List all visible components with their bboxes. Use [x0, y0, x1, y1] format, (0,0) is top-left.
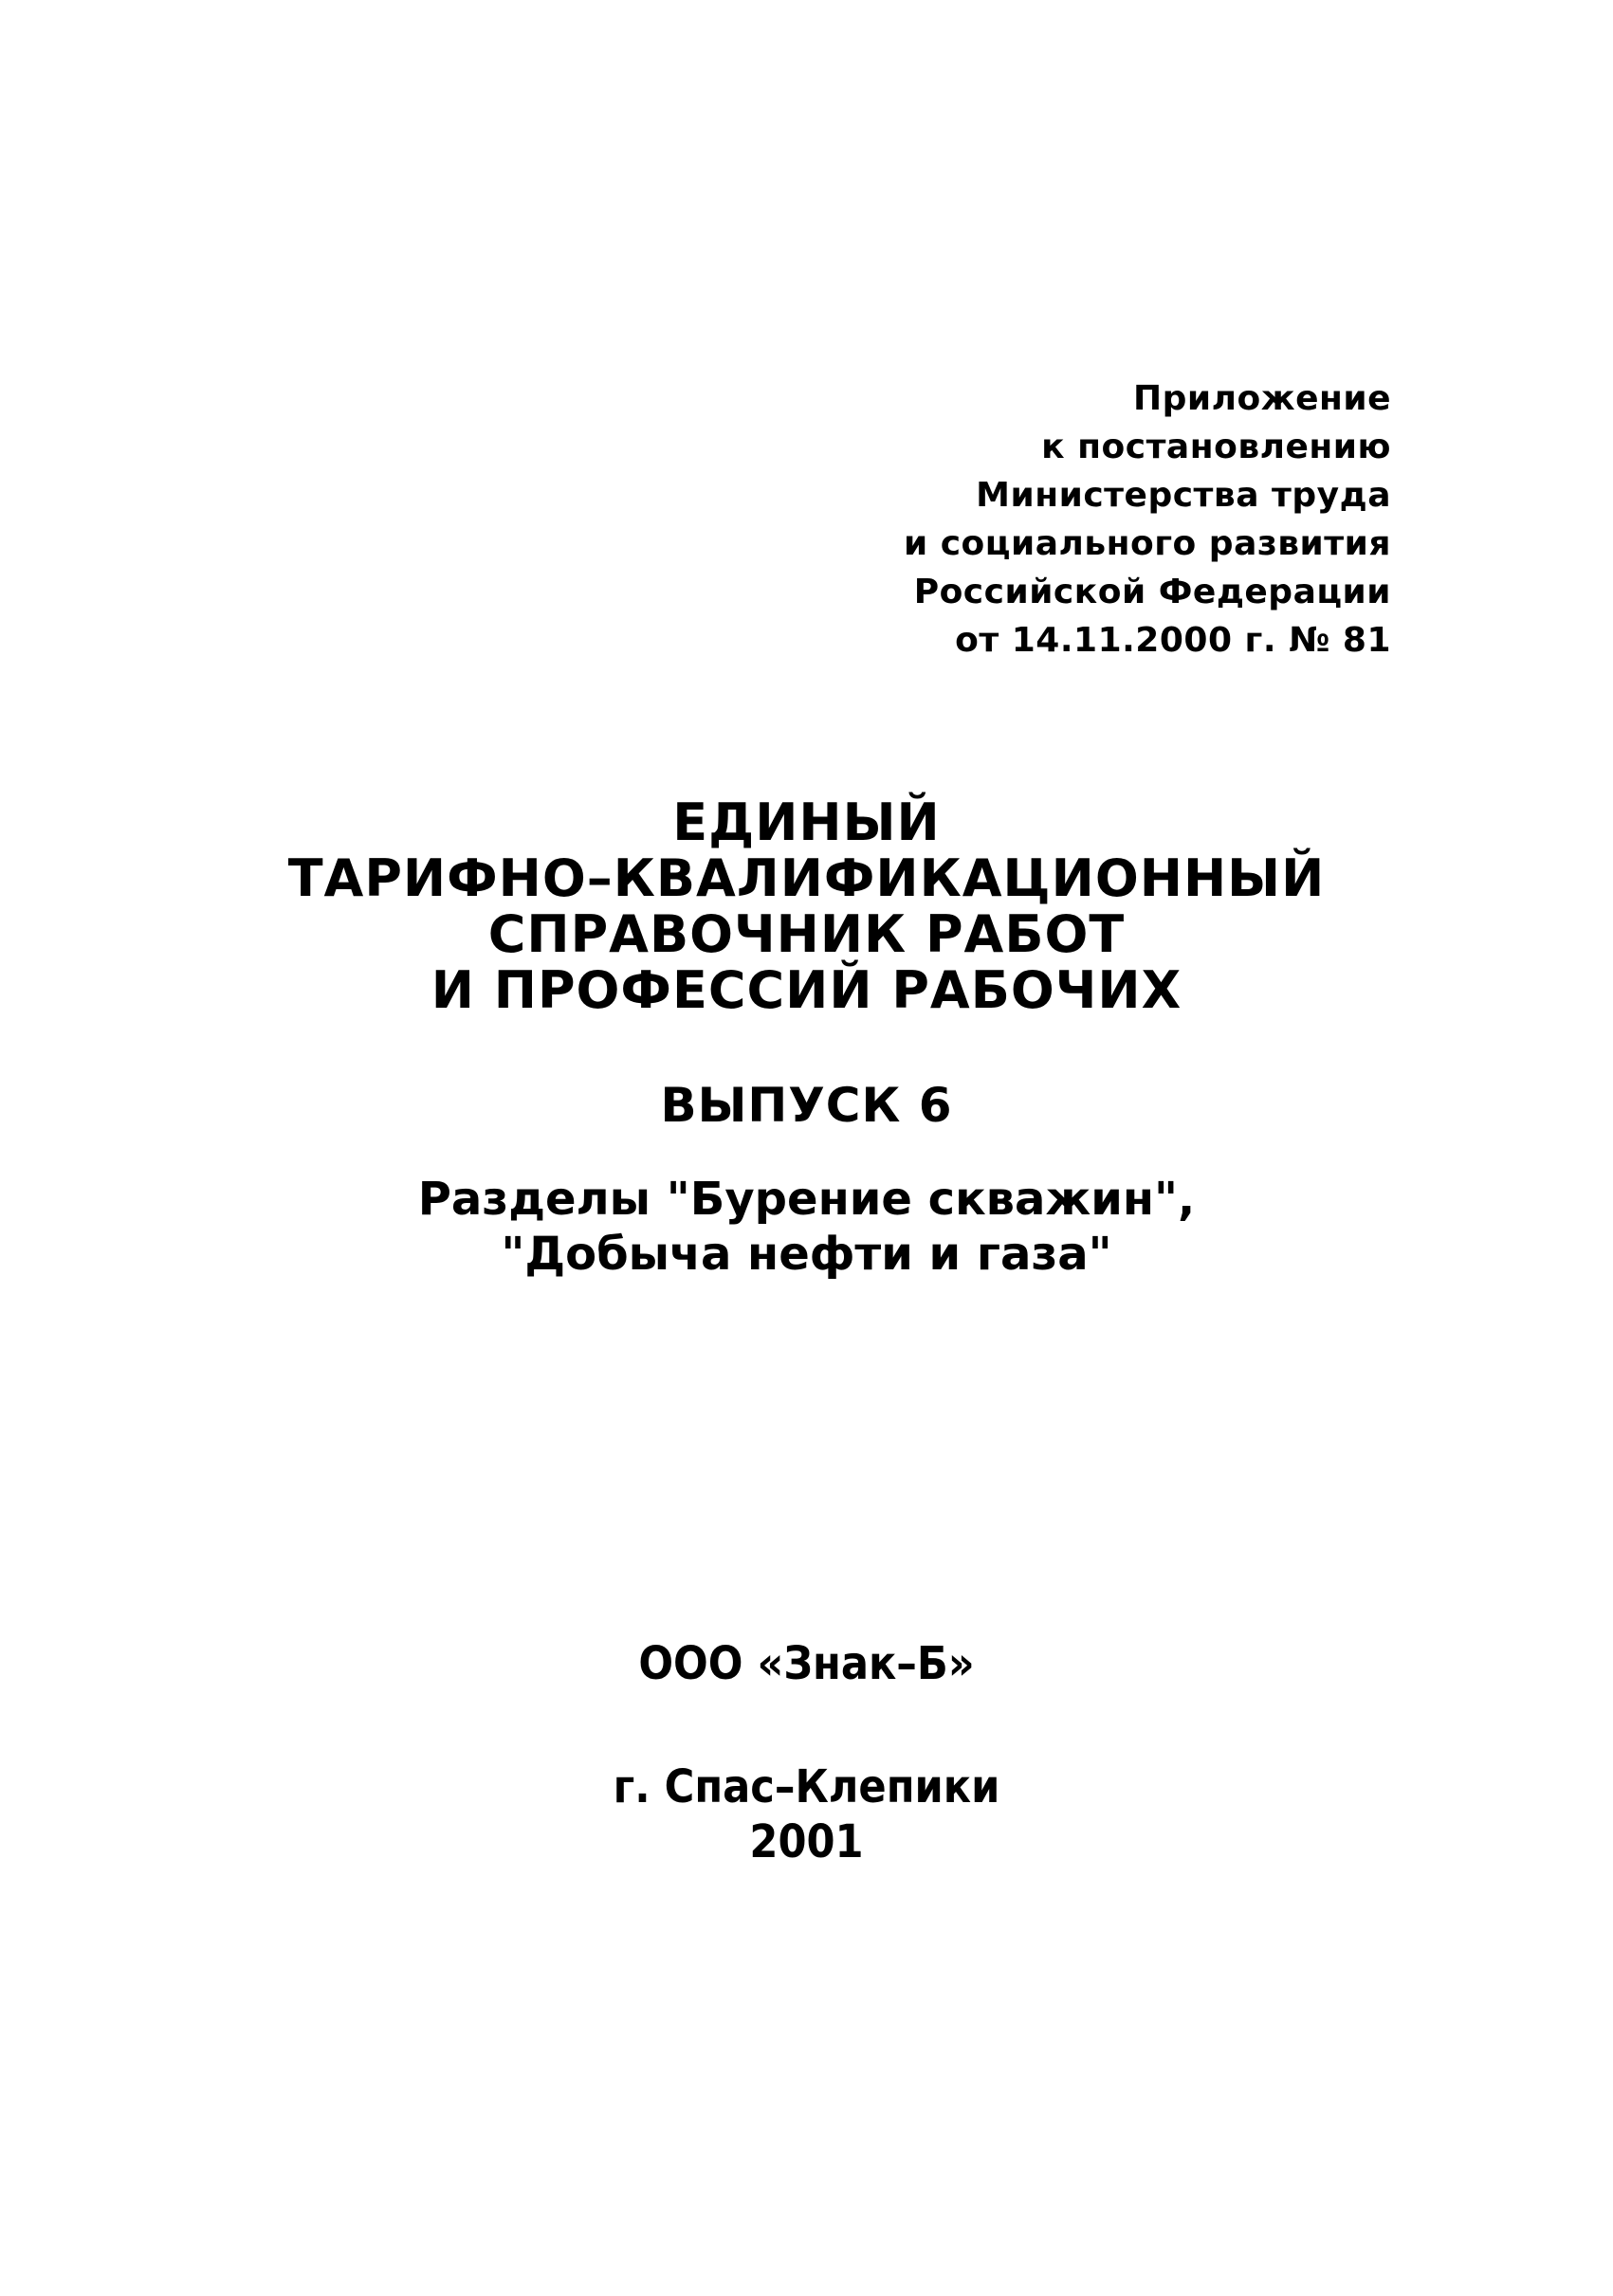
- publication-year: 2001: [749, 1815, 864, 1868]
- imprint: [0, 1636, 1613, 1869]
- appendix-line: Приложение: [1133, 379, 1391, 418]
- appendix-note: [904, 374, 1391, 665]
- sections-line: "Добыча нефти и газа": [501, 1228, 1112, 1281]
- appendix-line: Российской Федерации: [913, 573, 1391, 611]
- title-line: СПРАВОЧНИК РАБОТ: [487, 904, 1126, 964]
- publisher-name: ООО «Знак–Б»: [638, 1637, 975, 1690]
- title-line: И ПРОФЕССИЙ РАБОЧИХ: [431, 960, 1182, 1020]
- sections-line: Разделы "Бурение скважин",: [417, 1173, 1196, 1226]
- appendix-line: к постановлению: [1041, 428, 1391, 466]
- issue-number: ВЫПУСК 6: [660, 1078, 953, 1133]
- appendix-line: Министерства труда: [976, 476, 1391, 515]
- appendix-line: от 14.11.2000 г. № 81: [955, 621, 1391, 660]
- title-line: ЕДИНЫЙ: [672, 793, 941, 852]
- document-title: [0, 794, 1613, 1018]
- title-block: [0, 794, 1613, 1282]
- appendix-line: и социального развития: [903, 524, 1391, 563]
- sections-subtitle: [0, 1172, 1613, 1282]
- publication-place: г. Спас–Клепики: [613, 1760, 1000, 1813]
- title-line: ТАРИФНО–КВАЛИФИКАЦИОННЫЙ: [287, 848, 1326, 908]
